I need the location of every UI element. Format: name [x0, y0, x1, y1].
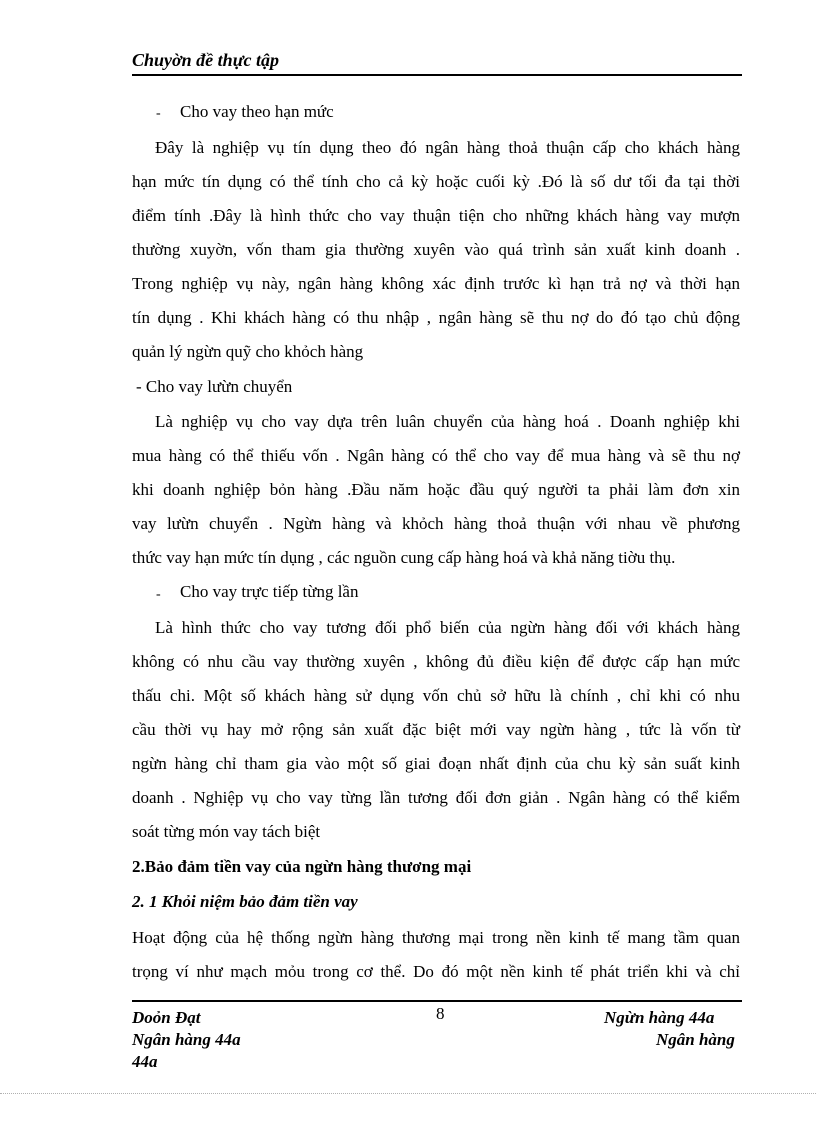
paragraph-line: ngừn hàng chỉ tham gia vào một số giai đoạn nhất định của chu kỳ sản suất kinh: [132, 754, 740, 773]
page-bottom-border: [0, 1093, 816, 1094]
paragraph-line: Là hình thức cho vay tương đối phổ biến của ngừn hàng đối với khách hàng: [155, 618, 740, 637]
footer-right-line2: Ngân hàng: [656, 1030, 735, 1049]
footer-left-line2: Ngân hàng 44a: [132, 1030, 241, 1049]
paragraph-line: vay lưừn chuyển . Ngừn hàng và khỏch hàng thoả thuận với nhau về phương: [132, 514, 740, 533]
paragraph-line: mua hàng có thể thiếu vốn . Ngân hàng có thể cho vay để mua hàng và sẽ thu nợ: [132, 446, 740, 465]
bullet-marker: -: [156, 106, 161, 121]
page-number: 8: [436, 1004, 445, 1023]
paragraph-line: Hoạt động của hệ thống ngừn hàng thương mại trong nền kinh tế mang tầm quan: [132, 928, 740, 947]
paragraph-line: hạn mức tín dụng có thể tính cho cả kỳ hoặc cuối kỳ .Đó là số dư tối đa tại thời: [132, 172, 740, 191]
paragraph-line: điểm tính .Đây là hình thức cho vay thuận tiện cho những khách hàng vay mượn: [132, 206, 740, 225]
paragraph-line: Là nghiệp vụ cho vay dựa trên luân chuyển của hàng hoá . Doanh nghiệp khi: [155, 412, 740, 431]
footer-right-line1: Ngừn hàng 44a: [604, 1008, 715, 1027]
paragraph-line: thấu chi. Một số khách hàng sử dụng vốn chủ sở hữu là chính , chỉ khi có nhu: [132, 686, 740, 705]
footer-left-line3: 44a: [132, 1052, 158, 1071]
bullet-marker: -: [156, 587, 161, 602]
paragraph-line: tín dụng . Khi khách hàng có thu nhập , ngân hàng sẽ thu nợ do đó tạo chủ động: [132, 308, 740, 327]
paragraph-line: không có nhu cầu vay thường xuyên , không đủ điều kiện để được cấp hạn mức: [132, 652, 740, 671]
section-heading-single-loan: Cho vay trực tiếp từng lần: [180, 582, 359, 601]
footer-author: Doỏn Đạt: [132, 1008, 201, 1027]
header-title: Chuyờn đề thực tập: [132, 50, 279, 70]
paragraph-line: khi doanh nghiệp bỏn hàng .Đầu năm hoặc đầu quý người ta phải làm đơn xin: [132, 480, 740, 499]
sub-heading-guarantee-concept: 2. 1 Khỏi niệm bảo đảm tiền vay: [132, 892, 358, 911]
header-rule: [132, 74, 742, 76]
paragraph-line: soát từng món vay tách biệt: [132, 822, 321, 841]
paragraph-line: Trong nghiệp vụ này, ngân hàng không xác định trước kì hạn trả nợ và thời hạn: [132, 274, 740, 293]
paragraph-line: thường xuyờn, vốn tham gia thường xuyên vào quá trình sản xuất kinh doanh .: [132, 240, 740, 259]
section-heading-limit-loan: Cho vay theo hạn mức: [180, 102, 334, 121]
section-heading-loan-guarantee: 2.Bảo đảm tiền vay của ngừn hàng thương mại: [132, 857, 472, 876]
paragraph-line: trọng ví như mạch mỏu trong cơ thể. Do đó một nền kinh tế phát triển khi và chỉ: [132, 962, 740, 981]
paragraph-line: Đây là nghiệp vụ tín dụng theo đó ngân hàng thoả thuận cấp cho khách hàng: [155, 138, 740, 157]
paragraph-line: quản lý ngừn quỹ cho khỏch hàng: [132, 342, 364, 361]
paragraph-line: thức vay hạn mức tín dụng , các nguồn cung cấp hàng hoá và khả năng tiờu thụ.: [132, 548, 676, 567]
footer-rule: [132, 1000, 742, 1002]
section-heading-revolving-loan: - Cho vay lưừn chuyển: [136, 377, 293, 396]
paragraph-line: cầu thời vụ hay mở rộng sản xuất đặc biệt mới vay ngừn hàng , tức là vốn từ: [132, 720, 740, 739]
paragraph-line: doanh . Nghiệp vụ cho vay từng lần tương đối đơn giản . Ngân hàng có thể kiểm: [132, 788, 740, 807]
